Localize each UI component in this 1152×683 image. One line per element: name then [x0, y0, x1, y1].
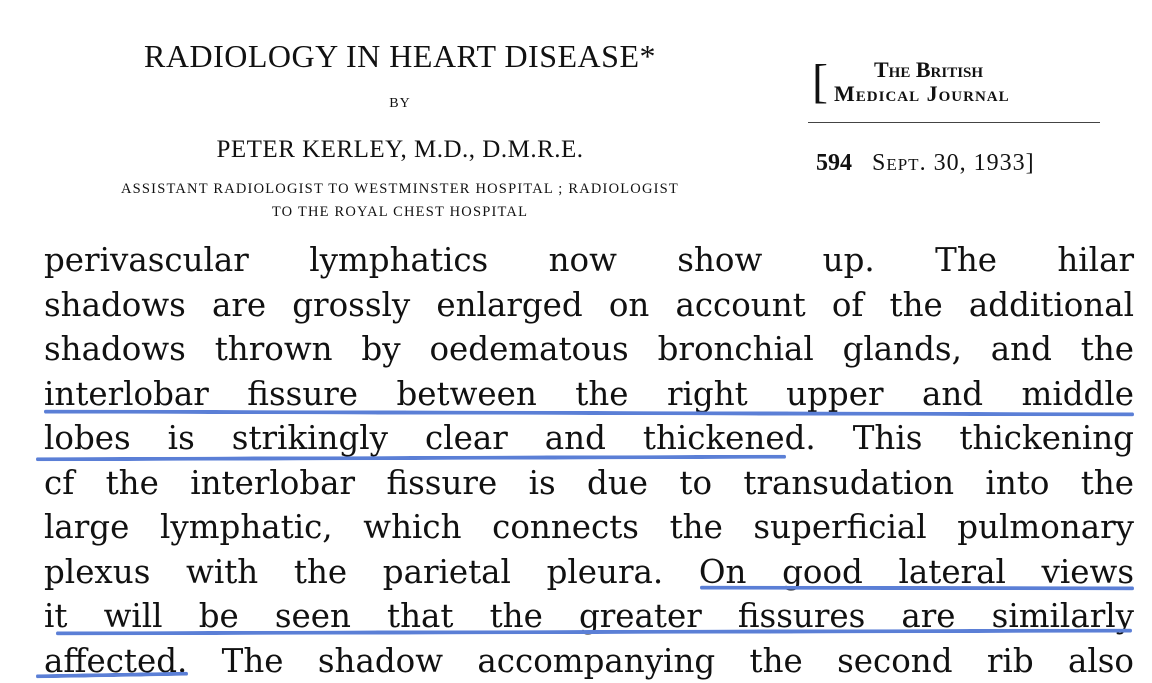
article-title: RADIOLOGY IN HEART DISEASE* [0, 38, 800, 75]
journal-name-line-1: The British [816, 58, 1096, 82]
body-line: interlobar fissure between the right upper and middle [44, 372, 1134, 417]
byline: BY [0, 96, 800, 112]
issue-date: Sept. 30, 1933] [872, 150, 1035, 176]
affiliation-line-2: TO THE ROYAL CHEST HOSPITAL [0, 201, 800, 224]
body-line: cf the interlobar fissure is due to transudation into the [44, 461, 1134, 506]
journal-bracket: [ [812, 56, 828, 108]
author-affiliation [0, 178, 800, 224]
journal-name-line-2: Medical Journal [816, 82, 1096, 106]
body-line: lobes is strikingly clear and thickened. This thickening [44, 416, 1134, 461]
page-number: 594 [816, 150, 852, 176]
body-line: affected. The shadow accompanying the second rib also [44, 639, 1134, 683]
body-line: it will be seen that the greater fissures are similarly [44, 594, 1134, 639]
dateline [816, 150, 1106, 177]
body-line: shadows thrown by oedematous bronchial glands, and the [44, 327, 1134, 372]
affiliation-line-1: ASSISTANT RADIOLOGIST TO WESTMINSTER HOSPITAL ; RADIOLOGIST [0, 178, 800, 201]
body-line: large lymphatic, which connects the superficial pulmonary [44, 505, 1134, 550]
highlight-underline [700, 586, 1134, 591]
journal-masthead [816, 58, 1096, 106]
body-line: perivascular lymphatics now show up. The hilar [44, 238, 1134, 283]
author-name: PETER KERLEY, M.D., D.M.R.E. [0, 136, 800, 164]
masthead-rule [808, 122, 1100, 123]
body-line: plexus with the parietal pleura. On good lateral views [44, 550, 1134, 595]
body-line: shadows are grossly enlarged on account of the additional [44, 283, 1134, 328]
